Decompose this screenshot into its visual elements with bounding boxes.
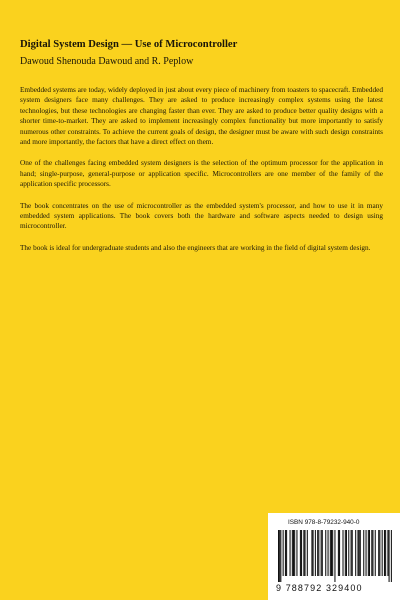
barcode-bar [285, 530, 286, 576]
barcode-bar [385, 530, 386, 576]
barcode-bar [317, 530, 318, 576]
barcode-bar [375, 530, 376, 576]
barcode-bar [359, 530, 360, 576]
barcode-bar [315, 530, 316, 576]
barcode-bar [307, 530, 308, 576]
barcode-bar [278, 530, 279, 582]
barcode-bar [311, 530, 312, 576]
barcode-bar [304, 530, 305, 576]
barcode-bar [296, 530, 297, 576]
barcode-bar [389, 530, 390, 582]
barcode-bar [330, 530, 331, 576]
barcode-bar [280, 530, 281, 582]
barcode-bar [366, 530, 367, 576]
barcode-bar [338, 530, 339, 576]
barcode-bar [352, 530, 353, 576]
barcode-bar [372, 530, 373, 576]
barcode-bar [303, 530, 304, 576]
barcode-bar [279, 530, 280, 582]
blurb-paragraph-3: The book concentrates on the use of microcontroller as the embedded system's processor, and how to use it in many embedded system applications. The book covers both the hardware and software aspects needed to design using microcontroller. [20, 201, 383, 231]
barcode-bar [379, 530, 380, 576]
barcode-bar [339, 530, 340, 576]
barcode-bar [348, 530, 349, 576]
barcode-bar [290, 530, 291, 576]
blurb-paragraph-1: Embedded systems are today, widely deployed in just about every piece of machinery from toasters to spacecraft. Embedded system designers face many challenges. They are asked to produce increasingly complex systems using the latest technologies, but these technologies are changing faster than ever. They are asked to produce better quality designs with a shorter time-to-market. They are asked to implement increasingly complex functionality but more importantly to satisfy numerous other constraints. To achieve the current goals of design, the designer must be aware with such design constraints and more importantly, the factors that have a direct effect on them. [20, 86, 383, 147]
barcode-bar [360, 530, 361, 576]
blurb-paragraph-2: One of the challenges facing embedded system designers is the selection of the optimum processor for the application in hand; single-purpose, general-purpose or application specific. Microcontrollers are one member of the family of the application specific processors. [20, 159, 383, 189]
book-title: Digital System Design — Use of Microcontroller [20, 39, 238, 50]
barcode-bar [378, 530, 379, 576]
barcode-bar [384, 530, 385, 576]
barcode-bar [321, 530, 322, 576]
barcode-bar [293, 530, 294, 576]
barcode-bar [318, 530, 319, 576]
barcode-bar [328, 530, 329, 576]
barcode-bar [292, 530, 293, 576]
barcode-bar [387, 530, 388, 576]
barcode-bar [322, 530, 323, 576]
blurb-paragraph-4: The book is ideal for undergraduate students and also the engineers that are working in the field of digital system design. [20, 243, 371, 252]
barcode-bar [369, 530, 370, 576]
isbn-label: ISBN 978-8-79232-940-0 [288, 519, 360, 526]
barcode-bar [355, 530, 356, 576]
barcode-bar [332, 530, 333, 576]
barcode-bar [371, 530, 372, 576]
barcode-bar [325, 530, 326, 576]
barcode-bar [382, 530, 383, 576]
barcode-bar [346, 530, 347, 576]
barcode-bar [283, 530, 284, 576]
barcode-bar [351, 530, 352, 576]
barcode-bar [368, 530, 369, 576]
barcode-bar [334, 530, 335, 582]
barcode-bar [342, 530, 343, 576]
barcode-bar [391, 530, 392, 582]
barcode-icon [278, 530, 392, 582]
barcode-bar [357, 530, 358, 576]
barcode-bar [286, 530, 287, 576]
barcode-digits: 9 788792 329400 [276, 583, 363, 593]
barcode-bar [300, 530, 301, 576]
blurb [20, 85, 383, 264]
book-authors: Dawoud Shenouda Dawoud and R. Peplow [20, 56, 194, 67]
barcode-bar [301, 530, 302, 576]
barcode-bar [345, 530, 346, 576]
isbn-barcode-panel [268, 513, 400, 600]
barcode-bar [313, 530, 314, 576]
barcode-bar [294, 530, 295, 576]
barcode-bar [363, 530, 364, 576]
barcode-bar [331, 530, 332, 576]
